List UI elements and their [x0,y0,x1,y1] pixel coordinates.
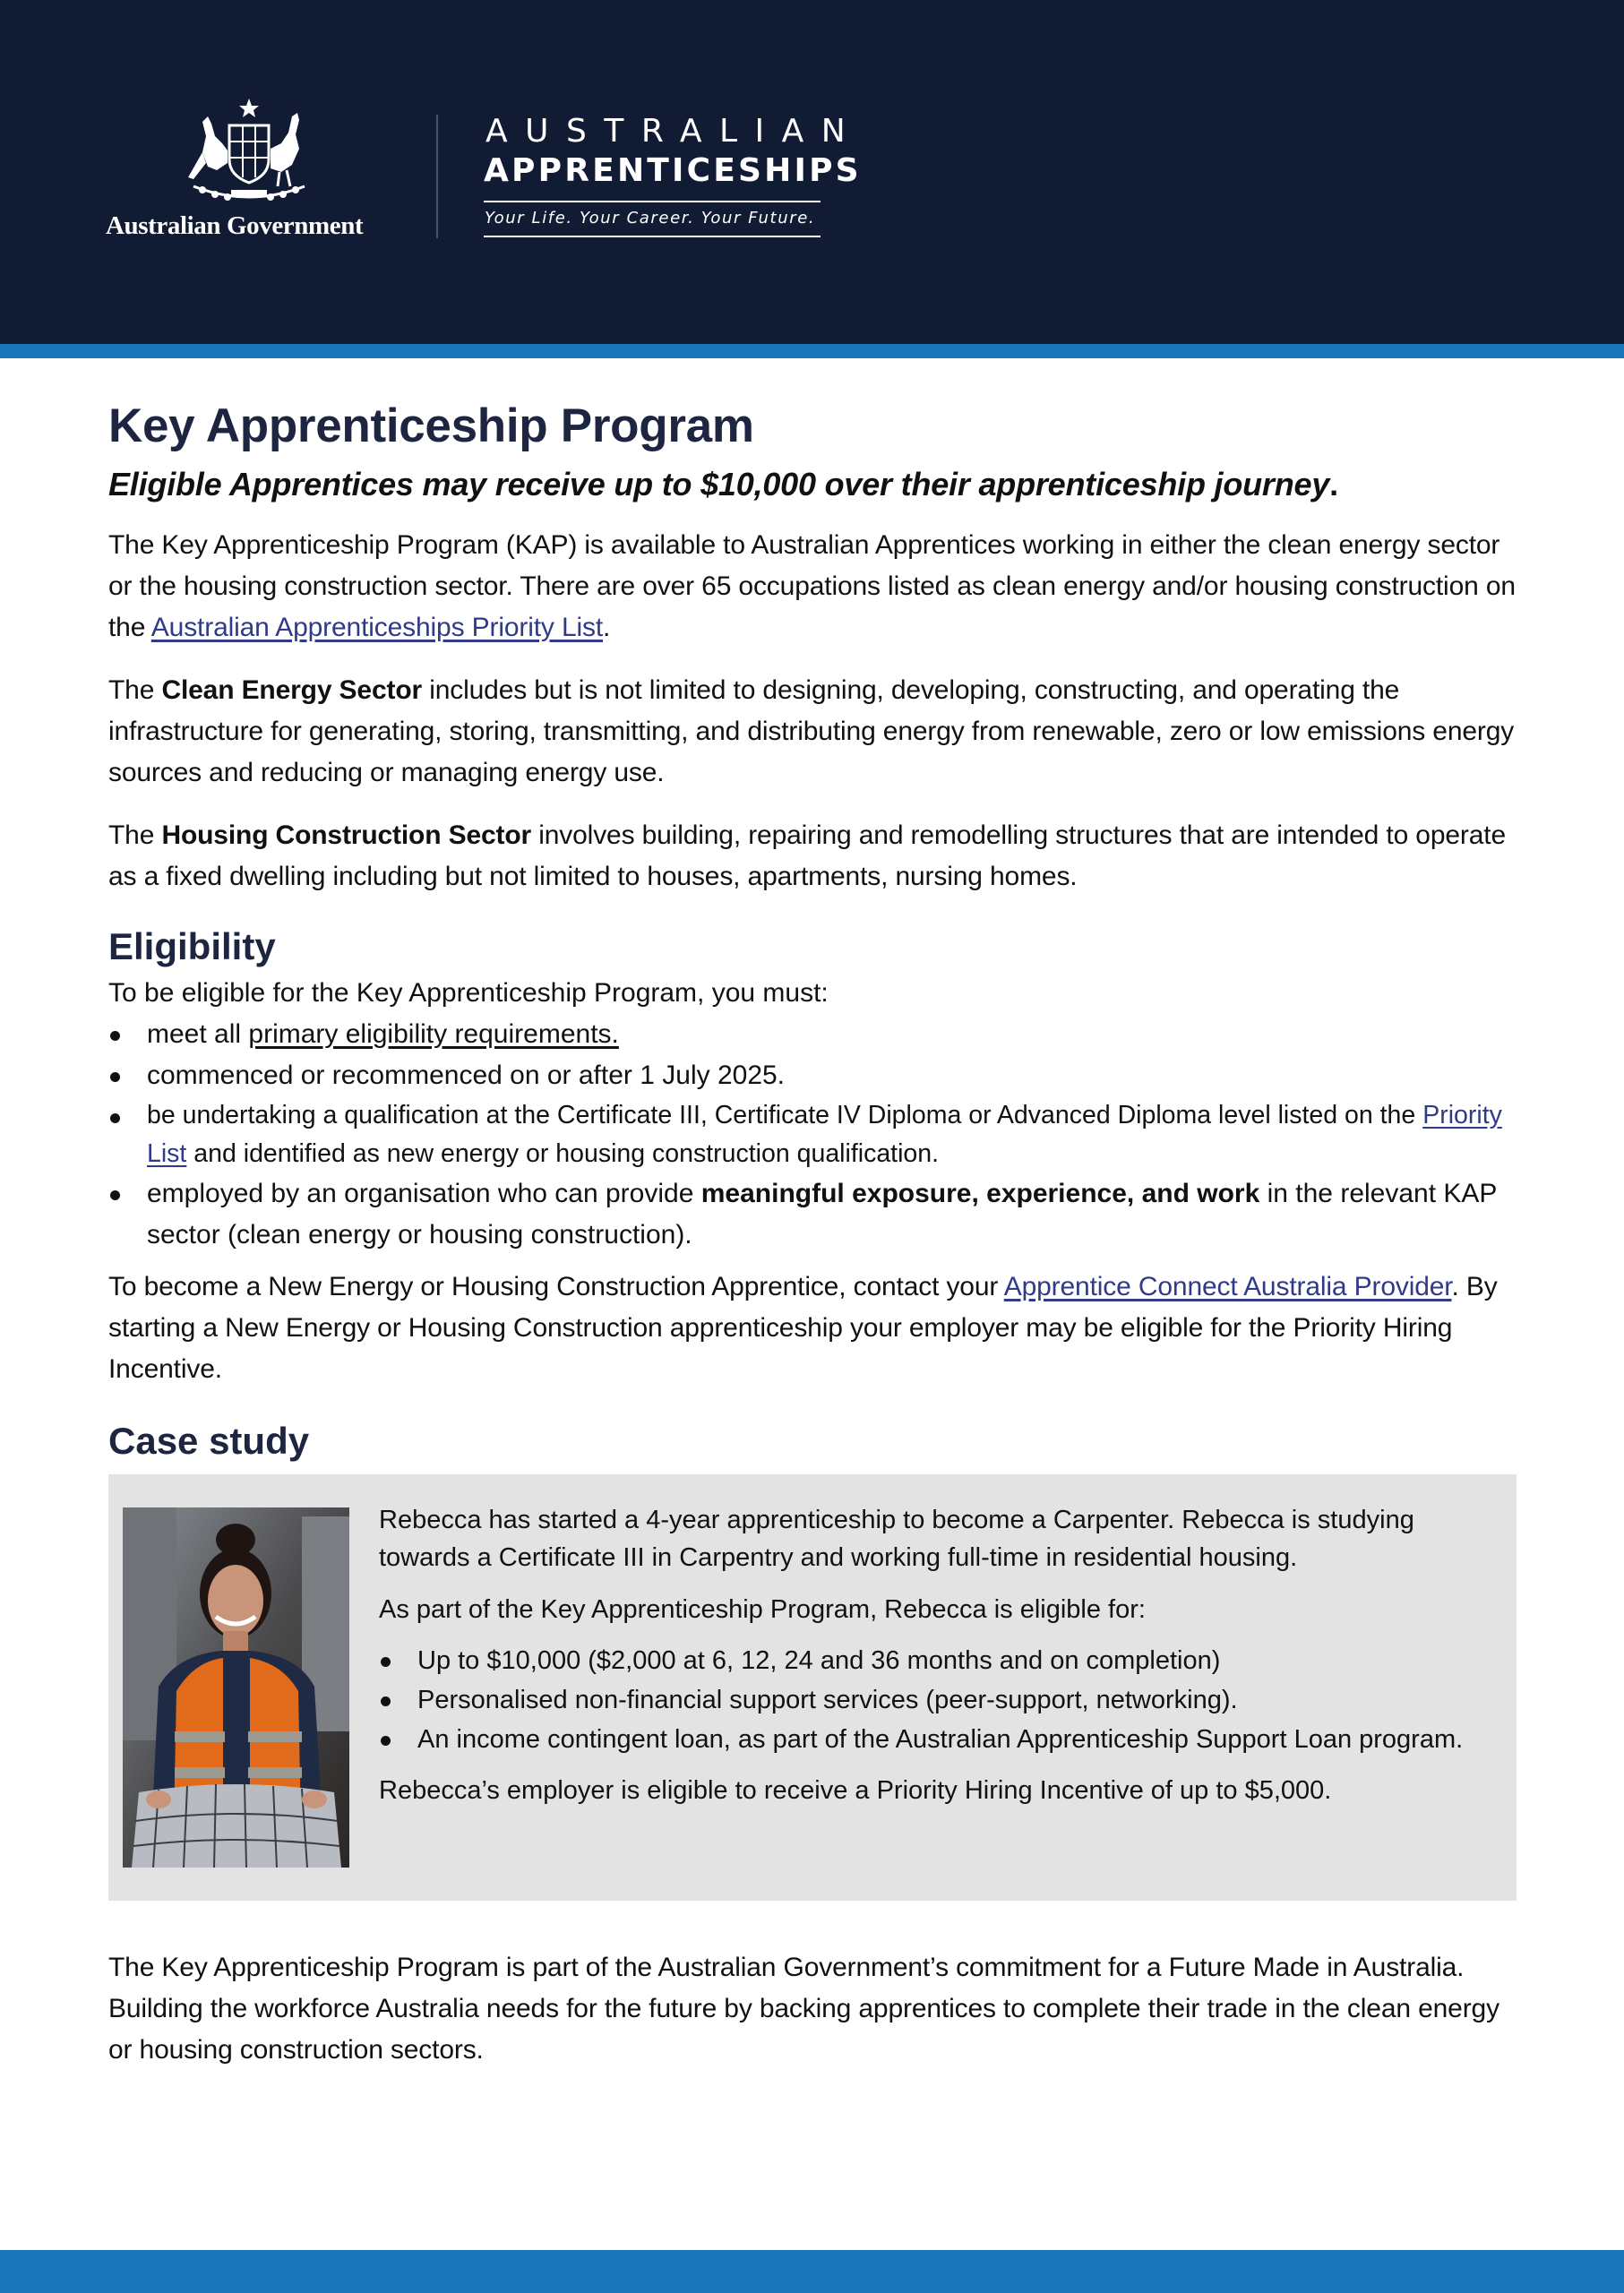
case-study-intro: Rebecca has started a 4-year apprenticeship to become a Carpenter. Rebecca is studying towards a Certificate III in Carpentry and working full-time in residential housing. [379,1506,1414,1572]
priority-list-link[interactable]: Australian Apprenticeships Priority List [150,613,604,642]
eligibility-item-text: in the relevant KAP sector (clean energy or housing construction). [147,1179,1497,1250]
intro-paragraph [108,525,1517,648]
case-study-benefit: Up to $10,000 ($2,000 at 6, 12, 24 and 36 months and on completion) [379,1641,1499,1680]
page-title: Key Apprenticeship Program [108,399,754,452]
logo-line-apprenticeships: APPRENTICESHIPS [484,152,862,189]
housing-prefix: The [108,820,162,850]
eligibility-item [108,1014,1517,1055]
main-content [108,394,1517,2071]
eligibility-item-bold: meaningful exposure, experience, and work [700,1179,1260,1208]
apprentice-photo-illustration [123,1507,349,1868]
apprentice-connect-text-end: . By starting a New Energy or Housing Construction apprenticeship your employer may be eligible for the Priority Hiring Incentive. [108,1272,1498,1384]
clean-energy-text: includes but is not limited to designing, developing, constructing, and operating the infrastructure for generating, storing, transmitting, and distributing energy from renewable, zero or low emissions energy sources and reducing or managing energy use. [108,675,1515,787]
australian-apprenticeships-logo [484,113,864,243]
eligibility-item [108,1173,1517,1256]
header-accent-stripe [0,344,1624,358]
housing-text: involves building, repairing and remodelling structures that are intended to operate as a fixed dwelling including but not limited to houses, apartments, nursing homes. [108,820,1506,891]
case-study-heading: Case study [108,1420,310,1462]
case-study-benefits-list [379,1641,1499,1759]
eligibility-item-text: meet all [147,1019,249,1049]
apprentice-connect-text: To become a New Energy or Housing Construction Apprentice, contact your [108,1272,1004,1301]
apprentice-connect-paragraph [108,1267,1517,1390]
gov-name: Australian Government [106,211,364,240]
subtitle-text: Eligible Apprentices may receive up to $10,000 over their apprenticeship journey [108,466,1330,502]
eligibility-item-text: employed by an organisation who can provide [147,1179,701,1208]
case-study-eligible-lead: As part of the Key Apprenticeship Program, Rebecca is eligible for: [379,1595,1146,1624]
closing-paragraph: The Key Apprenticeship Program is part of the Australian Government’s commitment for a Future Made in Australia. Building the workforce Australia needs for the future by backing apprentices to complete their trade in the clean energy or housing construction sectors. [108,1953,1499,2065]
case-study-text [379,1501,1499,1809]
case-study-box [108,1474,1517,1901]
intro-end: . [603,613,611,642]
eligibility-item: commenced or recommenced on or after 1 July 2025. [108,1055,1517,1096]
apprentice-connect-link[interactable]: Apprentice Connect Australia Provider [1003,1272,1452,1301]
logo-rule-top [484,201,821,202]
case-study-benefit: Personalised non-financial support services (peer-support, networking). [379,1680,1499,1720]
eligibility-heading: Eligibility [108,925,276,967]
case-study-employer-incentive: Rebecca’s employer is eligible to receive a Priority Hiring Incentive of up to $5,000. [379,1776,1332,1805]
eligibility-item [108,1096,1517,1173]
apprentice-photo [123,1507,349,1868]
primary-eligibility-link[interactable]: primary eligibility requirements. [248,1019,619,1049]
logo-tagline: Your Life. Your Career. Your Future. [485,209,816,228]
subtitle-period: . [1329,466,1338,502]
clean-energy-prefix: The [108,675,162,705]
priority-list-short-link[interactable]: Priority List [147,1101,1502,1168]
page-subtitle [108,462,1517,507]
clean-energy-term: Clean Energy Sector [161,675,423,705]
logo-rule-bottom [484,236,821,237]
header-banner [0,0,1624,344]
logo-line-australian: AUSTRALIAN [485,113,864,150]
clean-energy-paragraph [108,670,1517,794]
case-study-benefit: An income contingent loan, as part of the Australian Apprenticeship Support Loan program. [379,1720,1499,1759]
eligibility-list [108,1014,1517,1256]
australian-government-logo [106,97,392,240]
eligibility-item-text: be undertaking a qualification at the Certificate III, Certificate IV Diploma or Advanced Diploma level listed on the [147,1101,1423,1129]
footer-accent-bar [0,2250,1624,2293]
housing-paragraph [108,815,1517,897]
housing-term: Housing Construction Sector [161,820,532,850]
coat-of-arms-icon [176,97,322,202]
eligibility-item-text: and identified as new energy or housing construction qualification. [186,1139,940,1168]
intro-text: The Key Apprenticeship Program (KAP) is available to Australian Apprentices working in either the clean energy sector or the housing construction sector. There are over 65 occupations listed as clean energy and/or housing construction on the [108,530,1516,642]
eligibility-lead: To be eligible for the Key Apprenticeship Program, you must: [108,978,829,1008]
logo-divider [436,115,438,238]
